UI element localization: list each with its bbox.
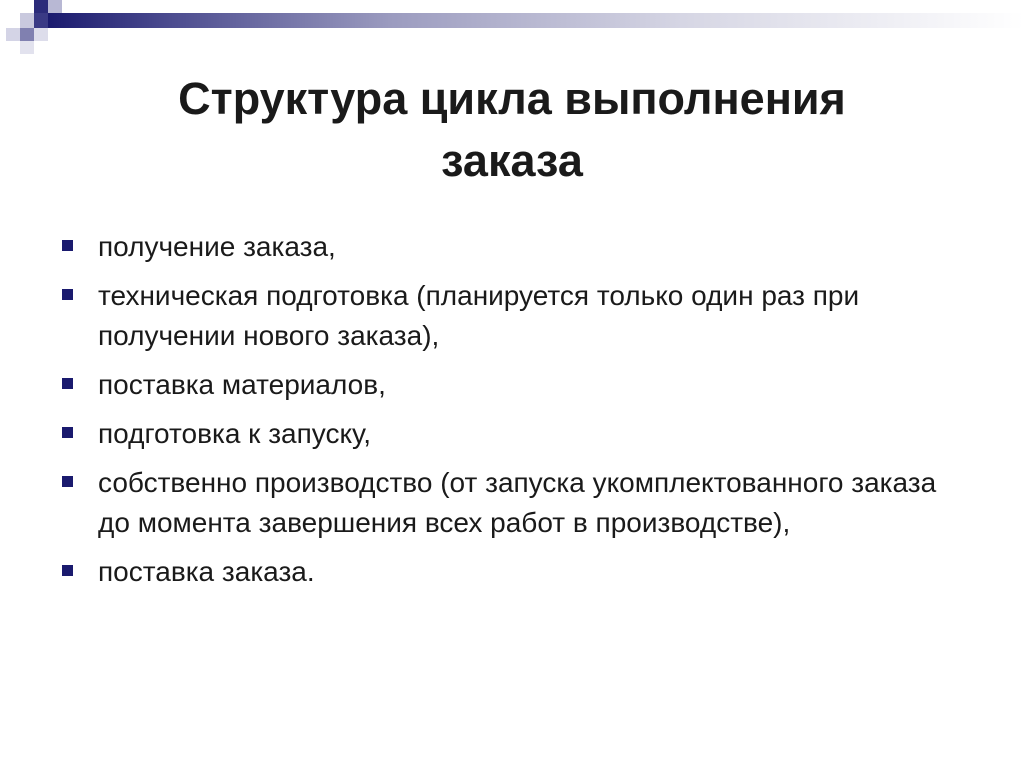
- square-bullet-icon: [62, 476, 73, 487]
- list-item: [62, 227, 962, 267]
- page-title-line-2: заказа: [441, 135, 583, 186]
- list-item-text: поставка материалов,: [98, 369, 386, 400]
- square-bullet-icon: [62, 565, 73, 576]
- header-gradient-bar: [48, 13, 1024, 28]
- list-item-text: поставка заказа.: [98, 556, 315, 587]
- bullet-list: [62, 227, 962, 601]
- page-title-line-1: Структура цикла выполнения: [178, 73, 846, 124]
- list-item-text: техническая подготовка (планируется только один раз при получении нового заказа),: [98, 280, 860, 351]
- page-title: [60, 68, 964, 192]
- corner-decoration: [0, 0, 80, 60]
- list-item: [62, 276, 962, 356]
- square-bullet-icon: [62, 240, 73, 251]
- square-bullet-icon: [62, 289, 73, 300]
- list-item: [62, 414, 962, 454]
- list-item-text: получение заказа,: [98, 231, 336, 262]
- list-item-text: подготовка к запуску,: [98, 418, 372, 449]
- list-item: [62, 552, 962, 592]
- list-item-text: собственно производство (от запуска укомплектованного заказа до момента завершения всех работ в производстве),: [98, 467, 937, 538]
- list-item: [62, 463, 962, 543]
- square-bullet-icon: [62, 427, 73, 438]
- list-item: [62, 365, 962, 405]
- square-bullet-icon: [62, 378, 73, 389]
